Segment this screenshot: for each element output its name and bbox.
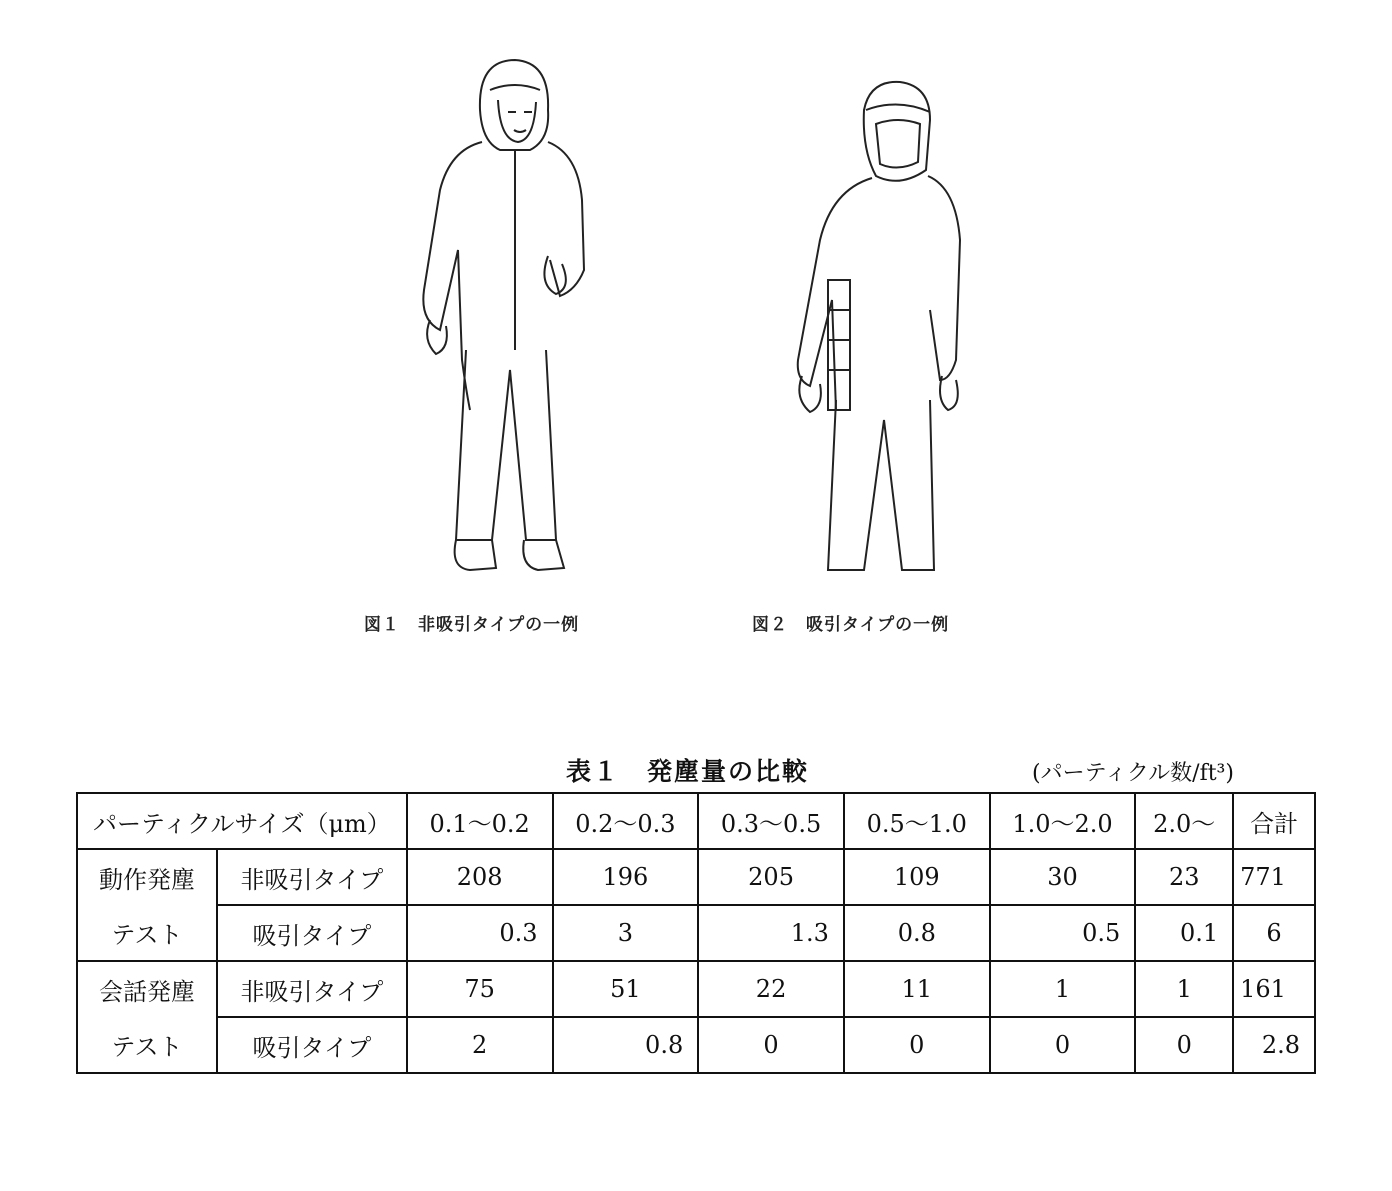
header-cell: 0.2～0.3 xyxy=(553,793,699,849)
table-cell: 0 xyxy=(698,1017,844,1073)
group-label: 会話発塵 xyxy=(77,961,217,1017)
table-cell: 3 xyxy=(553,905,699,961)
header-cell: 0.5～1.0 xyxy=(844,793,990,849)
group-label: テスト xyxy=(77,1017,217,1073)
table-cell-total: 2.8 xyxy=(1233,1017,1315,1073)
table-cell: 208 xyxy=(407,849,553,905)
table-cell: 30 xyxy=(990,849,1136,905)
figure-2-caption: 図２ 吸引タイプの一例 xyxy=(752,615,950,635)
table-unit: (パーティクル数/ft³) xyxy=(1032,761,1234,786)
table-cell: 2 xyxy=(407,1017,553,1073)
figure-2 xyxy=(780,80,980,590)
table-cell: 1.3 xyxy=(698,905,844,961)
row-type: 吸引タイプ xyxy=(217,1017,407,1073)
group-label: テスト xyxy=(77,905,217,961)
header-cell: 1.0～2.0 xyxy=(990,793,1136,849)
table-row xyxy=(77,1017,1315,1073)
table-cell: 1 xyxy=(1135,961,1233,1017)
table-cell: 75 xyxy=(407,961,553,1017)
table-cell: 109 xyxy=(844,849,990,905)
table-cell: 196 xyxy=(553,849,699,905)
header-particle-size: パーティクルサイズ（μm） xyxy=(77,793,407,849)
table-cell: 0.1 xyxy=(1135,905,1233,961)
table-cell: 0 xyxy=(844,1017,990,1073)
table-cell: 1 xyxy=(990,961,1136,1017)
table-cell-total: 161 xyxy=(1233,961,1315,1017)
cleanroom-suit-non-suction-icon xyxy=(400,50,600,590)
header-cell: 0.3～0.5 xyxy=(698,793,844,849)
table-cell: 0.3 xyxy=(407,905,553,961)
table-row xyxy=(77,849,1315,905)
table-cell: 0 xyxy=(990,1017,1136,1073)
table-cell: 23 xyxy=(1135,849,1233,905)
table-cell: 0 xyxy=(1135,1017,1233,1073)
table-cell: 51 xyxy=(553,961,699,1017)
cleanroom-suit-suction-icon xyxy=(780,80,980,590)
table-cell-total: 6 xyxy=(1233,905,1315,961)
row-type: 吸引タイプ xyxy=(217,905,407,961)
table-cell: 22 xyxy=(698,961,844,1017)
header-total: 合計 xyxy=(1233,793,1315,849)
table-header-row xyxy=(77,793,1315,849)
header-cell: 2.0～ xyxy=(1135,793,1233,849)
dust-generation-table xyxy=(76,792,1316,1074)
table-cell: 205 xyxy=(698,849,844,905)
table-cell: 0.8 xyxy=(553,1017,699,1073)
figure-1 xyxy=(400,50,600,590)
table-cell: 0.5 xyxy=(990,905,1136,961)
row-type: 非吸引タイプ xyxy=(217,849,407,905)
table-cell: 0.8 xyxy=(844,905,990,961)
table-cell-total: 771 xyxy=(1233,849,1315,905)
table-title: 表１ 発塵量の比較 xyxy=(566,757,810,786)
row-type: 非吸引タイプ xyxy=(217,961,407,1017)
group-label: 動作発塵 xyxy=(77,849,217,905)
header-cell: 0.1～0.2 xyxy=(407,793,553,849)
table-cell: 11 xyxy=(844,961,990,1017)
table-row xyxy=(77,905,1315,961)
table-row xyxy=(77,961,1315,1017)
figure-1-caption: 図１ 非吸引タイプの一例 xyxy=(364,615,580,635)
